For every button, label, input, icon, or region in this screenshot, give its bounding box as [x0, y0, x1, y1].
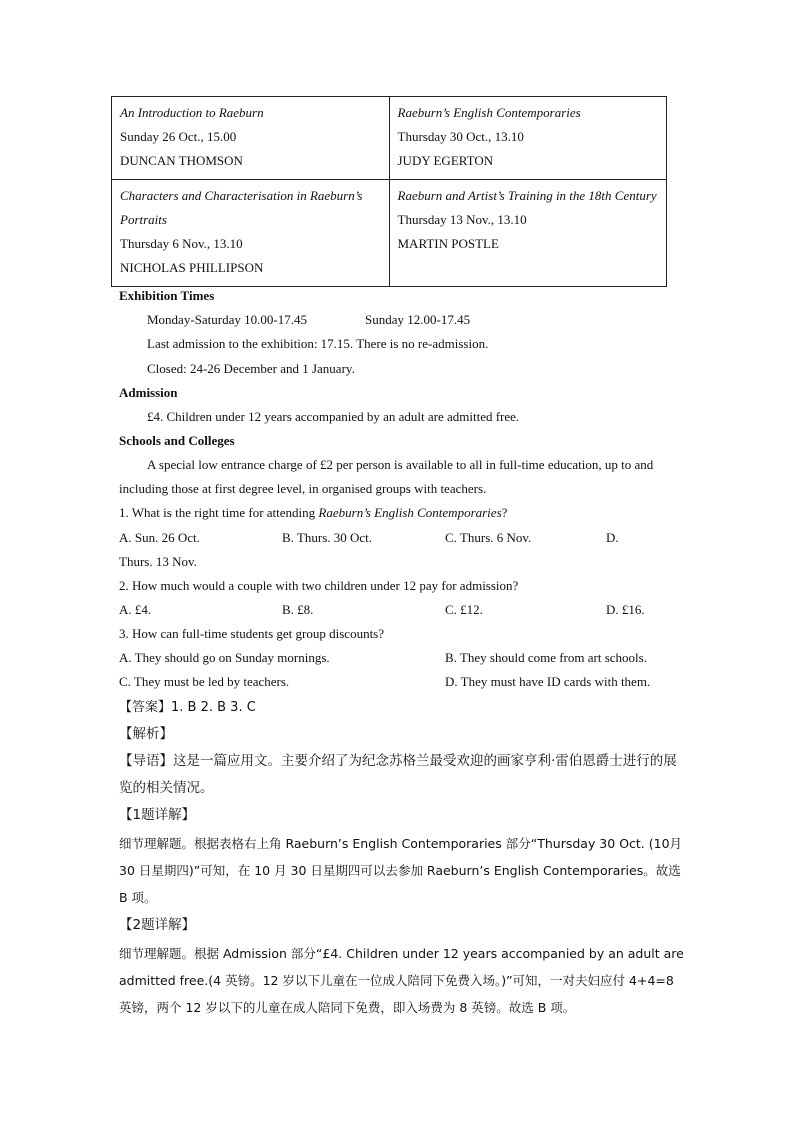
lecture-date: Thursday 30 Oct., 13.10 [397, 129, 524, 144]
q2-option-c: C. £12. [445, 602, 483, 617]
q1-option-d-text: Thurs. 13 Nov. [119, 554, 197, 569]
analysis-guide: 【导语】这是一篇应用文。主要介绍了为纪念苏格兰最受欢迎的画家亨利·雷伯恩爵士进行的展览的相关情况。 [119, 753, 677, 796]
lecture-date: Thursday 6 Nov., 13.10 [120, 236, 243, 251]
question-3: 3. How can full-time students get group discounts? [119, 626, 385, 641]
lecture-title: Characters and Characterisation in Raeburn’s Portraits [120, 188, 363, 227]
q3-option-b: B. They should come from art schools. [445, 650, 647, 665]
question-1-title: Raeburn’s English Contemporaries [318, 505, 502, 520]
answer-line: 【答案】1. B 2. B 3. C [119, 700, 256, 715]
exhibition-closed: Closed: 24-26 December and 1 January. [147, 361, 355, 376]
exhibition-heading: Exhibition Times [119, 288, 215, 303]
schools-heading: Schools and Colleges [119, 433, 235, 448]
lecture-title: An Introduction to Raeburn [120, 105, 264, 120]
question-1-suffix: ? [501, 505, 508, 520]
lecture-speaker: DUNCAN THOMSON [120, 153, 243, 168]
q3-option-c: C. They must be led by teachers. [119, 674, 290, 689]
q3-option-d: D. They must have ID cards with them. [445, 674, 651, 689]
question-2: 2. How much would a couple with two children under 12 pay for admission? [119, 578, 519, 593]
lecture-cell [112, 180, 390, 287]
exhibition-sunday: Sunday 12.00-17.45 [365, 312, 471, 327]
lecture-speaker: JUDY EGERTON [397, 153, 494, 168]
lecture-table [111, 96, 667, 287]
question-1-prefix: 1. What is the right time for attending [119, 505, 319, 520]
q1-option-d: D. [606, 530, 619, 545]
q2-option-b: B. £8. [282, 602, 314, 617]
analysis-heading: 【解析】 [119, 726, 173, 742]
lecture-cell [112, 97, 390, 180]
lecture-date: Sunday 26 Oct., 15.00 [120, 129, 237, 144]
lecture-speaker: NICHOLAS PHILLIPSON [120, 260, 264, 275]
q2-option-a: A. £4. [119, 602, 152, 617]
lecture-title: Raeburn and Artist’s Training in the 18th Century [397, 188, 657, 203]
q2-detail-text: 细节理解题。根据 Admission 部分“£4. Children under 12 years accompanied by an adult are admitted free.(4 英镑。12 岁以下儿童在一位成人陪同下免费入场。)”可知，一对夫妇应付 4+4=8 英镑，两个 12 岁以下的儿童在成人陪同下免费，即入场费为 8 英镑。故选 B 项。 [119, 946, 684, 1015]
q3-option-a: A. They should go on Sunday mornings. [119, 650, 330, 665]
schools-text: A special low entrance charge of £2 per person is available to all in full-time education, up to and including those at first degree level, in organised groups with teachers. [119, 457, 654, 496]
q2-option-d: D. £16. [606, 602, 645, 617]
lecture-cell [389, 97, 667, 180]
q1-option-a: A. Sun. 26 Oct. [119, 530, 200, 545]
lecture-speaker: MARTIN POSTLE [397, 236, 499, 251]
exhibition-weekday: Monday-Saturday 10.00-17.45 [147, 312, 307, 327]
lecture-date: Thursday 13 Nov., 13.10 [397, 212, 527, 227]
lecture-title: Raeburn’s English Contemporaries [397, 105, 581, 120]
lecture-cell [389, 180, 667, 287]
table-row [112, 97, 667, 180]
q1-option-c: C. Thurs. 6 Nov. [445, 530, 532, 545]
admission-text: £4. Children under 12 years accompanied by an adult are admitted free. [147, 409, 520, 424]
q1-option-b: B. Thurs. 30 Oct. [282, 530, 373, 545]
admission-heading: Admission [119, 385, 178, 400]
q1-detail-heading: 【1题详解】 [119, 807, 196, 823]
exhibition-last-admission: Last admission to the exhibition: 17.15. There is no re-admission. [147, 336, 489, 351]
q2-detail-heading: 【2题详解】 [119, 917, 196, 933]
table-row [112, 180, 667, 287]
question-1 [119, 501, 679, 525]
q1-detail-text: 细节理解题。根据表格右上角 Raeburn’s English Contemporaries 部分“Thursday 30 Oct. (10月 30 日星期四)”可知，在 10 月 30 日星期四可以去参加 Raeburn’s English Contemporaries。故选 B 项。 [119, 836, 683, 905]
